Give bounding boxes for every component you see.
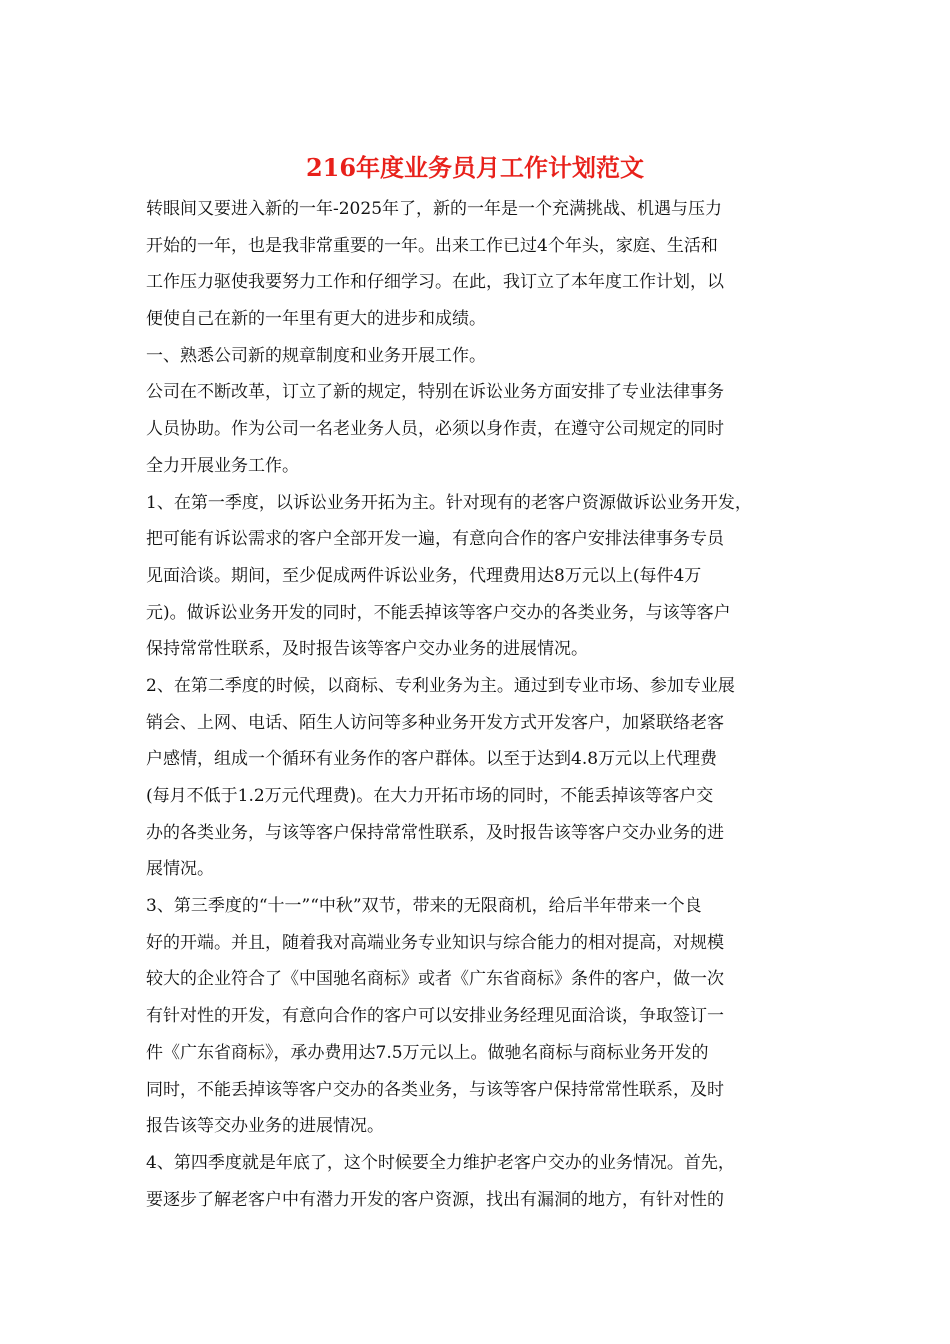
document-body <box>146 191 826 1218</box>
body-line: 见面洽谈。期间，至少促成两件诉讼业务，代理费用达8万元以上(每件4万 <box>146 565 702 586</box>
body-line: 展情况。 <box>146 859 214 880</box>
body-line: 全力开展业务工作。 <box>146 455 299 476</box>
body-line: 2、在第二季度的时候，以商标、专利业务为主。通过到专业市场、参加专业展 <box>146 675 735 696</box>
body-line: 把可能有诉讼需求的客户全部开发一遍，有意向合作的客户安排法律事务专员 <box>146 529 724 550</box>
body-line: 3、第三季度的“十一”“中秋”双节，带来的无限商机，给后半年带来一个良 <box>146 896 702 917</box>
body-line: 有针对性的开发，有意向合作的客户可以安排业务经理见面洽谈，争取签订一 <box>146 1006 724 1027</box>
body-line: 工作压力驱使我要努力工作和仔细学习。在此，我订立了本年度工作计划，以 <box>146 272 724 293</box>
body-line: 销会、上网、电话、陌生人访问等多种业务开发方式开发客户，加紧联络老客 <box>146 712 724 733</box>
body-line: 转眼间又要进入新的一年-2025年了，新的一年是一个充满挑战、机遇与压力 <box>146 199 723 219</box>
body-line: 开始的一年，也是我非常重要的一年。出来工作已过4个年头，家庭、生活和 <box>146 235 718 256</box>
body-line: (每月不低于1.2万元代理费)。在大力开拓市场的同时，不能丢掉该等客户交 <box>146 786 714 806</box>
body-line: 公司在不断改革，订立了新的规定，特别在诉讼业务方面安排了专业法律事务 <box>146 382 724 403</box>
body-line: 1、在第一季度，以诉讼业务开拓为主。针对现有的老客户资源做诉讼业务开发， <box>146 492 752 513</box>
body-line: 好的开端。并且，随着我对高端业务专业知识与综合能力的相对提高，对规模 <box>146 932 724 953</box>
body-line: 较大的企业符合了《中国驰名商标》或者《广东省商标》条件的客户，做一次 <box>146 969 724 990</box>
body-line: 件《广东省商标》，承办费用达7.5万元以上。做驰名商标与商标业务开发的 <box>146 1042 709 1063</box>
body-line: 办的各类业务，与该等客户保持常常性联系，及时报告该等客户交办业务的进 <box>146 822 724 843</box>
body-line: 同时，不能丢掉该等客户交办的各类业务，与该等客户保持常常性联系，及时 <box>146 1079 724 1100</box>
body-line: 4、第四季度就是年底了，这个时候要全力维护老客户交办的业务情况。首先， <box>146 1152 735 1173</box>
body-line: 报告该等交办业务的进展情况。 <box>146 1116 384 1137</box>
body-line: 要逐步了解老客户中有潜力开发的客户资源，找出有漏洞的地方，有针对性的 <box>146 1189 724 1210</box>
body-line: 元)。做诉讼业务开发的同时，不能丢掉该等客户交办的各类业务，与该等客户 <box>146 602 731 623</box>
body-line: 户感情，组成一个循环有业务作的客户群体。以至于达到4.8万元以上代理费 <box>146 749 718 770</box>
section-heading: 一、熟悉公司新的规章制度和业务开展工作。 <box>146 345 486 366</box>
body-line: 人员协助。作为公司一名老业务人员，必须以身作责，在遵守公司规定的同时 <box>146 419 724 440</box>
body-line: 便使自己在新的一年里有更大的进步和成绩。 <box>146 309 486 330</box>
body-line: 保持常常性联系，及时报告该等客户交办业务的进展情况。 <box>146 639 588 660</box>
document-title: 216年度业务员月工作计划范文 <box>305 153 645 182</box>
